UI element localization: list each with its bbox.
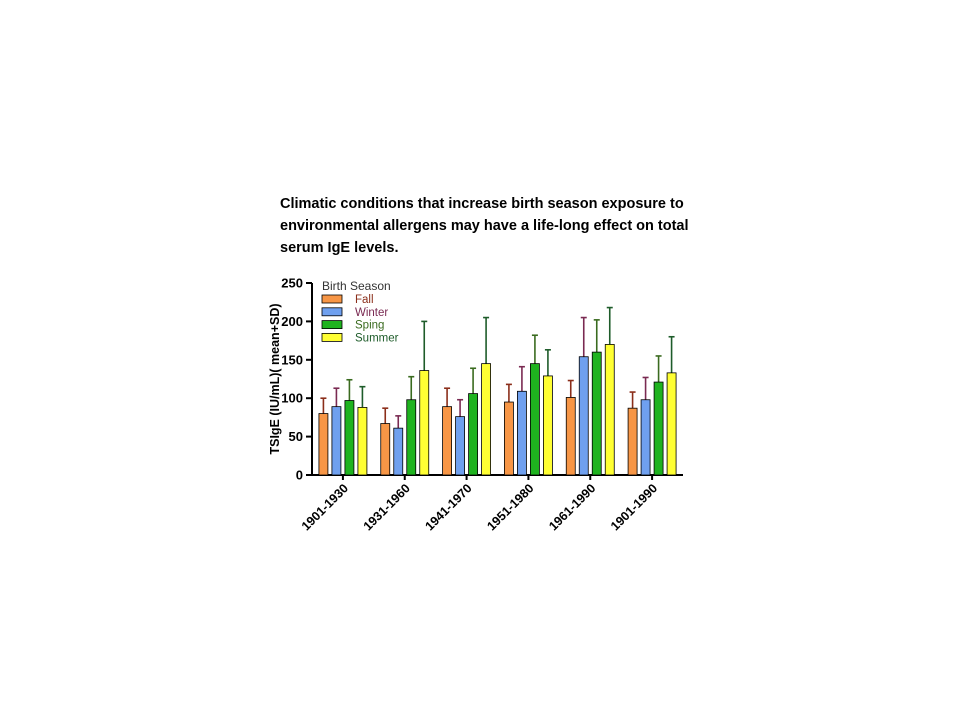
legend-label: Fall [355, 294, 374, 306]
x-tick-label: 1961-1990 [546, 481, 599, 534]
legend-label: Winter [355, 306, 389, 319]
legend-swatch [322, 308, 342, 316]
bar [530, 364, 539, 475]
bar [605, 344, 614, 475]
bar [332, 407, 341, 475]
bar [456, 417, 465, 475]
bar [345, 401, 354, 475]
bar [407, 400, 416, 475]
caption-line: environmental allergens may have a life-long effect on total [280, 218, 689, 234]
y-tick-label: 0 [295, 467, 303, 483]
x-tick-label: 1901-1930 [298, 481, 352, 534]
bar [654, 382, 663, 475]
x-tick-label: 1951-1980 [484, 481, 537, 534]
bar [319, 414, 328, 475]
bar [420, 371, 429, 475]
bar [504, 402, 513, 475]
bar [469, 394, 478, 475]
legend-swatch [322, 333, 342, 341]
legend-title: Birth Season [322, 279, 391, 293]
bar [579, 357, 588, 475]
legend-label: Summer [355, 332, 399, 345]
y-tick-label: 250 [281, 275, 303, 291]
bar [628, 408, 637, 475]
y-tick-label: 100 [281, 390, 303, 406]
x-tick-label: 1941-1970 [422, 481, 475, 534]
caption-line: serum IgE levels. [280, 240, 399, 256]
bar [517, 391, 526, 475]
bar [667, 373, 676, 475]
y-tick-label: 50 [288, 429, 303, 445]
bar [443, 407, 452, 475]
bar [641, 400, 650, 475]
y-axis-label: TSIgE (IU/mL)( mean+SD) [268, 303, 282, 455]
bar [566, 397, 575, 475]
bar [381, 424, 390, 475]
bar [394, 428, 403, 475]
bar [543, 376, 552, 475]
bar [592, 352, 601, 475]
legend-swatch [322, 295, 342, 303]
x-tick-label: 1931-1960 [360, 481, 413, 534]
bar [358, 407, 367, 475]
legend-swatch [322, 321, 342, 329]
y-tick-label: 150 [281, 352, 303, 368]
bar [482, 364, 491, 475]
legend-label: Sping [355, 319, 385, 332]
x-tick-label: 1901-1990 [608, 481, 661, 534]
y-tick-label: 200 [281, 313, 303, 329]
caption-line: Climatic conditions that increase birth season exposure to [280, 196, 684, 212]
